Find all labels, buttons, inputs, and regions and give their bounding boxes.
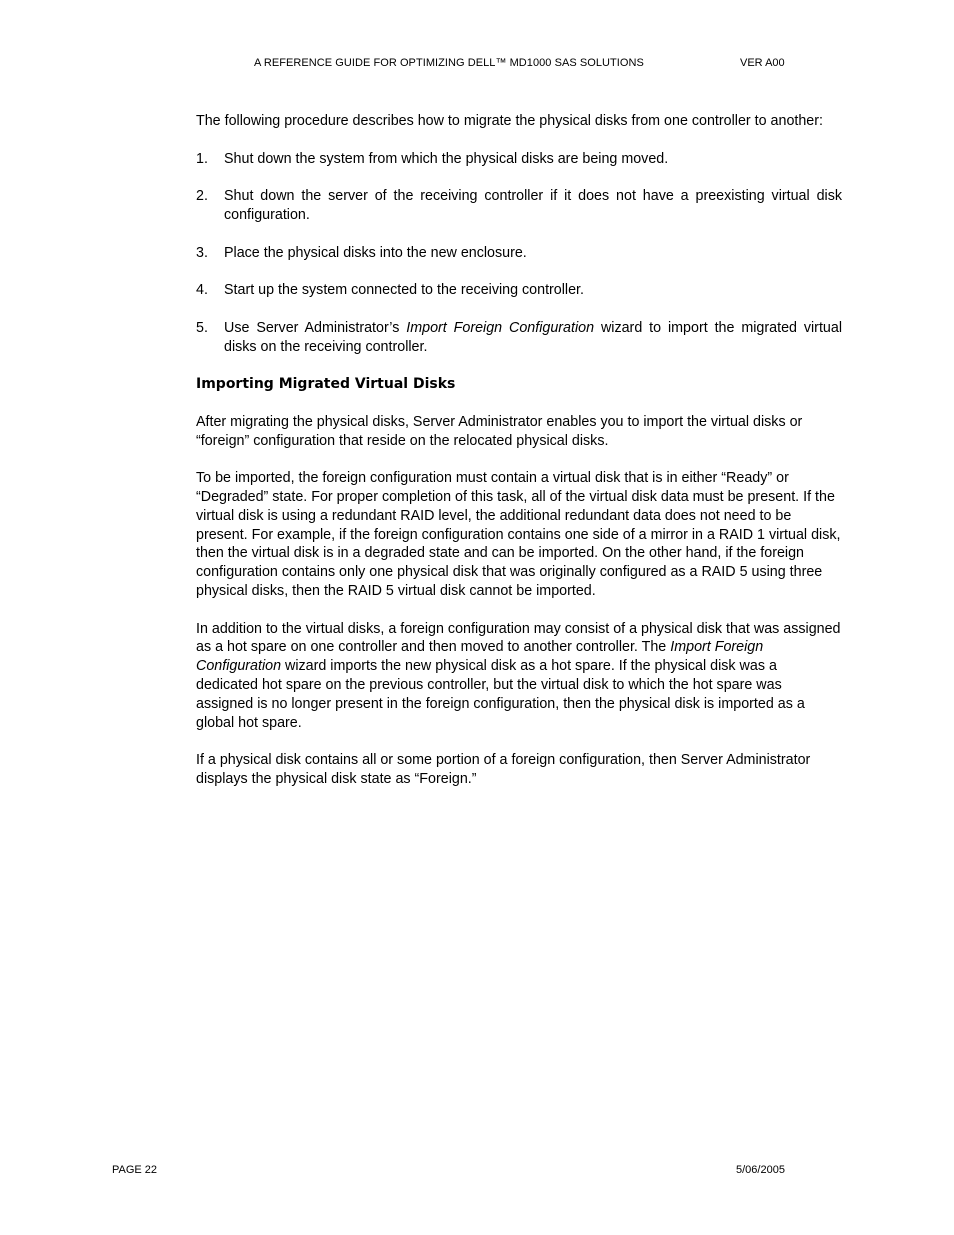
step-number: 4. (196, 282, 208, 299)
paragraph-3-emphasis: Import Foreign Configuration (196, 639, 764, 675)
step-text: Start up the system connected to the receiving controller. (224, 282, 584, 299)
section-heading: Importing Migrated Virtual Disks (196, 376, 456, 393)
paragraph-3-post: wizard imports the new physical disk as a hot spare. If the physical disk was a dedicated hot spare on the previous controller, but the virtual disk to which the hot spare was assigned is no longer present in the foreign configuration, then the physical disk is imported as a global hot spare. (196, 658, 805, 731)
footer-page-number: PAGE 22 (112, 1164, 158, 1176)
step-text-emphasis: Import Foreign Configuration (406, 319, 595, 336)
step-item (196, 281, 842, 300)
step-item (196, 187, 842, 225)
step-number: 1. (196, 150, 208, 167)
paragraph-2: To be imported, the foreign configuration must contain a virtual disk that is in either “Ready” or “Degraded” state. For proper completion of this task, all of the virtual disk data must be present. If the virtual disk is using a redundant RAID level, the additional redundant data does not need to be present. For example, if the foreign configuration contains one side of a mirror in a RAID 1 virtual disk, then the virtual disk is in a degraded state and can be imported. On the other hand, if the foreign configuration contains only one physical disk that was originally configured as a RAID 5 using three physical disks, then the RAID 5 virtual disk cannot be imported. (196, 470, 841, 599)
paragraph-1: After migrating the physical disks, Server Administrator enables you to import the virtual disks or “foreign” configuration that reside on the relocated physical disks. (196, 413, 803, 449)
footer-date: 5/06/2005 (736, 1164, 785, 1176)
step-number: 2. (196, 188, 208, 205)
step-item (196, 244, 842, 263)
step-text: Place the physical disks into the new enclosure. (224, 244, 527, 261)
paragraph-3 (196, 620, 842, 733)
step-text-post: wizard to import the migrated virtual disks on the receiving controller. (224, 319, 842, 355)
header-version: VER A00 (740, 57, 785, 69)
document-body (196, 112, 842, 807)
step-item (196, 319, 842, 357)
header-title: A REFERENCE GUIDE FOR OPTIMIZING DELL™ MD1000 SAS SOLUTIONS (254, 57, 644, 69)
paragraph-4: If a physical disk contains all or some portion of a foreign configuration, then Server Administrator displays the physical disk state as “Foreign.” (196, 752, 811, 787)
step-text-pre: Use Server Administrator’s (224, 319, 407, 336)
step-number: 3. (196, 244, 208, 261)
intro-paragraph: The following procedure describes how to migrate the physical disks from one controller to another: (196, 113, 823, 129)
step-text (224, 320, 842, 355)
step-item (196, 150, 842, 169)
step-text: Shut down the system from which the physical disks are being moved. (224, 150, 669, 167)
procedure-steps (196, 150, 842, 357)
step-text: Shut down the server of the receiving controller if it does not have a preexisting virtual disk configuration. (224, 188, 842, 223)
step-number: 5. (196, 319, 208, 336)
paragraph-3-pre: In addition to the virtual disks, a foreign configuration may consist of a physical disk that was assigned as a hot spare on one controller and then moved to another controller. The (196, 620, 841, 656)
